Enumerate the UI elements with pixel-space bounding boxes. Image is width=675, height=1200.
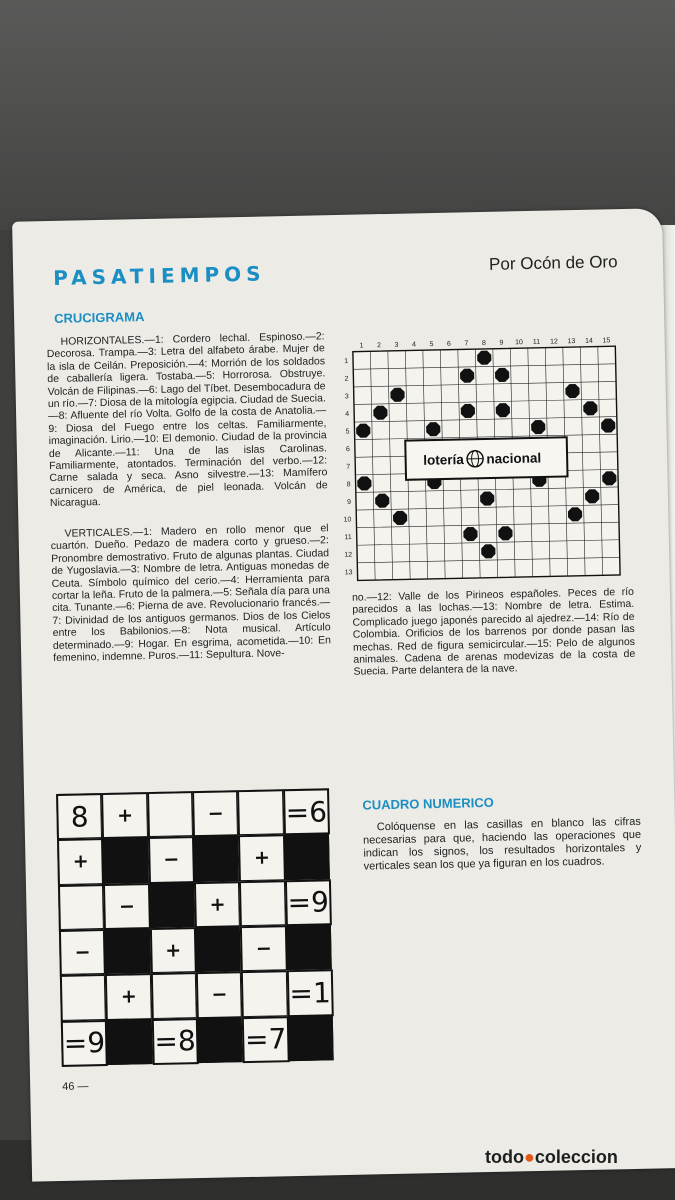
row-number: 8	[346, 481, 351, 489]
column-number: 7	[464, 340, 469, 348]
number-square-value: =8	[151, 1018, 198, 1065]
watermark-prefix: todo	[485, 1147, 524, 1167]
row-number: 10	[343, 516, 352, 524]
background-surface	[0, 0, 675, 230]
author-credit: Por Ocón de Oro	[488, 252, 618, 274]
number-square-value: 8	[56, 793, 103, 840]
number-square-operator: −	[240, 925, 287, 972]
number-square-value: =7	[242, 1016, 289, 1063]
number-square-blank-cell	[150, 972, 197, 1019]
page-number: 46 —	[62, 1080, 89, 1093]
lottery-logo-left: lotería	[423, 452, 464, 468]
column-number: 10	[514, 339, 523, 347]
number-square-value: =1	[286, 970, 333, 1017]
number-square-blank-cell	[241, 971, 288, 1018]
number-square-value: =9	[285, 879, 332, 926]
number-square-blank-cell	[58, 884, 105, 931]
number-square-operator: −	[192, 790, 239, 837]
number-square-black-cell	[195, 926, 241, 972]
column-number: 12	[549, 338, 558, 346]
column-number: 11	[532, 338, 541, 346]
crossword-grid	[335, 330, 626, 591]
verticales-cont-text: no.—12: Valle de los Pirineos españoles. Peces de río parecidos a las lochas.—13: Nombre de letra. Estima. Complicado juego japonés parecido al ajedrez.—14: Río de Colombia. Orificios de los barrenos por donde pasan las mechas. Red de figura semicircular.—15: Pelo de algunos animales. Cadena de arenas modevizas de la costa de Suecia. Parte delantera de la nave.	[351, 585, 636, 679]
watermark-logo	[485, 1147, 618, 1168]
verticales-clues	[50, 522, 331, 664]
number-square-operator: −	[196, 971, 243, 1018]
row-number: 12	[344, 551, 353, 559]
number-square-operator: −	[148, 836, 195, 883]
number-square-black-cell	[287, 1015, 333, 1061]
crossword-grid-svg	[335, 330, 626, 586]
number-square-operator: +	[105, 973, 152, 1020]
number-square-operator: −	[103, 883, 150, 930]
column-number: 4	[411, 341, 417, 349]
number-square-blank-cell	[60, 974, 107, 1021]
verticales-continued	[352, 586, 636, 679]
row-number: 1	[344, 358, 349, 366]
number-square-black-cell	[286, 924, 332, 970]
number-square-black-cell	[197, 1017, 243, 1063]
watermark-dot: ●	[523, 1147, 535, 1167]
column-number: 5	[429, 341, 434, 349]
row-number: 7	[346, 463, 351, 471]
number-square-heading: CUADRO NUMERICO	[362, 794, 494, 813]
number-square-black-cell	[284, 834, 330, 880]
column-number: 9	[499, 339, 504, 347]
horizontales-text: HORIZONTALES.—1: Cordero lechal. Espinoso.—2: Decorosa. Trampa.—3: Letra del alfabeto árabe. Mujer de la isla de Ceilán. Preposición.—4: Morrión de los soldados de caballería ligera. Tostaba.—5: Horrorosa. Obstruye. Volcán de Filipinas.—6: Lago del Tíbet. Desembocadura de un río.—7: Diosa de la mitología egipcia. Ciudad de Suecia.—8: Afluente del río Volta. Golfo de la costa de Anatolia.—9: Diosa del Fuego entre los celtas. Familiarmente, imaginación. Lirio.—10: El demonio. Ciudad de la provincia de Alicante.—11: Una de las islas Carolinas. Familiarmente, atontados. Terminación del verbo.—12: Carne salada y seca. Asno silvestre.—13: Mamífero carnicero de América, de piel leonada. Volcán de Nicaragua.	[46, 330, 328, 510]
number-square-operator: +	[101, 792, 148, 839]
row-number: 2	[344, 375, 349, 383]
number-square-black-cell	[193, 836, 239, 882]
number-square	[56, 788, 334, 1066]
row-number: 9	[347, 498, 352, 506]
verticales-text: VERTICALES.—1: Madero en rollo menor que el cuartón. Dueño. Pedazo de madera corto y grueso.—2: Pronombre demostrativo. Fruto de algunas plantas. Ciudad de Yugoslavia.—3: Nombre de letra. Antiguas monedas de Ceuta. Símbolo químico del cerio.—4: Herramienta para cortar la leña. Fruto de la palmera.—5: Señala día para una cita. Tunante.—6: Pierna de ave. Revolucionario francés.—7: Divinidad de los antiguos germanos. Dios de los Cielos entre los Babilonios.—8: Nota musical. Artículo determinado.—9: Hogar. En esgrima, acometida.—10: En femenino, indemne. Puros.—11: Sepultura. Nove-	[50, 522, 332, 665]
column-number: 1	[359, 342, 364, 350]
row-number: 13	[344, 569, 353, 577]
row-number: 3	[344, 393, 349, 401]
number-square-instructions	[363, 816, 642, 874]
number-square-black-cell	[104, 928, 150, 974]
number-square-value: =9	[61, 1020, 108, 1067]
column-number: 2	[376, 342, 382, 350]
instructions-text: Colóquense en las casillas en blanco las cifras necesarias para que, haciendo las operaciones que indican los signos, los resultados horizontales y verticales sean los que ya figuran en los cuadros.	[362, 815, 642, 873]
section-title: PASATIEMPOS	[53, 261, 266, 290]
column-number: 15	[602, 337, 611, 345]
column-number: 6	[446, 340, 452, 348]
column-number: 8	[481, 339, 486, 347]
column-number: 14	[584, 337, 593, 345]
number-square-operator: +	[57, 838, 104, 885]
number-square-black-cell	[102, 837, 148, 883]
number-square-operator: +	[194, 881, 241, 928]
number-square-operator: +	[238, 835, 285, 882]
number-square-blank-cell	[239, 880, 286, 927]
row-number: 6	[345, 446, 350, 454]
horizontales-clues	[46, 330, 328, 509]
number-square-black-cell	[106, 1019, 152, 1065]
column-number: 13	[567, 338, 576, 346]
magazine-page	[12, 208, 675, 1181]
column-number: 3	[394, 341, 399, 349]
number-square-operator: −	[59, 929, 106, 976]
number-square-operator: +	[150, 927, 197, 974]
row-number: 4	[345, 410, 350, 418]
watermark-suffix: coleccion	[534, 1147, 618, 1167]
number-square-blank-cell	[237, 789, 284, 836]
number-square-black-cell	[149, 882, 195, 928]
lottery-logo-right: nacional	[486, 450, 542, 467]
row-number: 5	[345, 428, 350, 436]
row-number: 11	[344, 534, 352, 542]
number-square-blank-cell	[147, 791, 194, 838]
number-square-value: =6	[283, 788, 330, 835]
crossword-heading: CRUCIGRAMA	[53, 309, 145, 326]
page-content	[43, 244, 652, 1156]
